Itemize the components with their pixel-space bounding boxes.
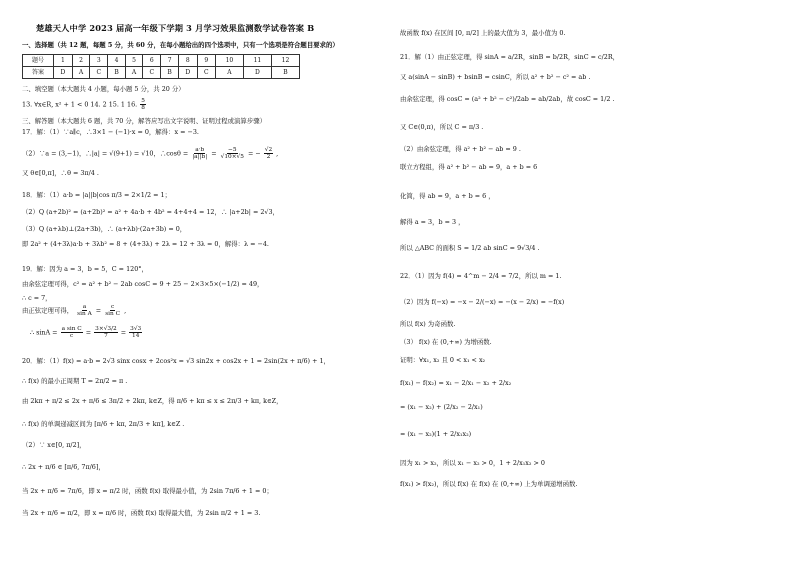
solution-line: （2）因为 f(−x) = −x − 2/(−x) = −(x − 2/x) = −f(x) — [400, 298, 565, 306]
answer-table — [22, 54, 300, 79]
table-cell: D — [54, 67, 73, 79]
solution-line: 故函数 f(x) 在区间 [0, π/2] 上的最大值为 3，最小值为 0. — [400, 29, 566, 37]
solution-line: 20．解：（1）f(x) = a·b = 2√3 sinx cosx + 2cos²x = √3 sin2x + cos2x + 1 = 2sin(2x + π/6) + 1， — [22, 357, 330, 365]
solution-line: 由 2kπ + π/2 ≤ 2x + π/6 ≤ 3π/2 + 2kπ, k∈Z，得 π/6 + kπ ≤ x ≤ 2π/3 + kπ, k∈Z， — [22, 397, 283, 405]
table-cell: B — [161, 67, 179, 79]
fill-blank-answers — [22, 98, 147, 111]
solution-line: 所以 f(x) 为奇函数. — [400, 320, 456, 328]
solution-line-text: ∴ sinA = — [30, 328, 58, 337]
solution-line: 因为 x₁ > x₂，所以 x₁ − x₂ > 0，1 + 2/x₁x₂ > 0 — [400, 459, 545, 467]
fraction: $\frac{a}{\text{sin A}}$ — [77, 304, 92, 318]
table-cell: 3 — [90, 55, 108, 67]
solution-line: （3） f(x) 在 (0,+∞) 为增函数. — [400, 338, 492, 346]
section1-heading: 一、选择题（共 12 题，每题 5 分，共 60 分，在每小题给出的四个选项中，只有一个选项是符合题目要求的） — [22, 41, 339, 49]
table-cell: 10 — [215, 55, 243, 67]
table-cell: A — [215, 67, 243, 79]
solution-line: 21．解（1）由正弦定理，得 sinA = a/2R，sinB = b/2R，sinC = c/2R， — [400, 53, 620, 61]
fill-blank-text: 13. ∀x∈R, x² + 1 < 0 14. 2 15. 1 16. — [22, 100, 138, 109]
table-cell: 7 — [161, 55, 179, 67]
page-title: 楚雄天人中学 2023 届高一年级下学期 3 月学习效果监测数学试卷答案 B — [36, 23, 315, 33]
solution-line: = (x₁ − x₂)(1 + 2/x₁x₂) — [400, 430, 472, 438]
solution-line: 即 2a² + (4+3λ)a·b + 3λb² = 8 + (4+3λ) + 2λ = 12 + 3λ = 0，解得：λ = −4. — [22, 240, 269, 248]
solution-line: f(x₁) > f(x₂)，所以 f(x) 在 f(x) 在 (0,+∞) 上为单调递增函数. — [400, 480, 578, 488]
table-cell: B — [271, 67, 299, 79]
solution-line: （3）Q (a+λb)⊥(2a+3b)，∴ (a+λb)·(2a+3b) = 0， — [22, 225, 187, 233]
table-cell: 11 — [243, 55, 271, 67]
table-cell: 4 — [108, 55, 126, 67]
solution-line: 当 2x + π/6 = π/2，即 x = π/6 时，函数 f(x) 取得最大值，为 2sin π/2 + 1 = 3. — [22, 509, 261, 517]
solution-line: （2）由余弦定理，得 a² + b² − ab = 9 . — [400, 145, 521, 153]
solution-line: （2）∵a = (3,−1)，∴|a| = √(9+1) = √10，∴cosθ = $\frac{a\cdot b}{|a||b|}$ = $\frac{-5}{√10\times√5}$ = − $\frac{√2}{2}$ , — [22, 147, 279, 161]
solution-line: ∴ c = 7， — [22, 294, 52, 302]
table-cell: 5 — [125, 55, 142, 67]
table-cell: 8 — [178, 55, 197, 67]
solution-line: （2）Q (a+2b)² = (a+2b)² = a² + 4a·b + 4b² = 4+4+4 = 12，∴ |a+2b| = 2√3， — [22, 208, 279, 216]
solution-line: ∴ 2x + π/6 ∈ [π/6, 7π/6]， — [22, 463, 105, 471]
row-label-number: 题号 — [23, 55, 54, 67]
table-cell: 9 — [197, 55, 215, 67]
solution-line: 18．解：（1）a·b = |a||b|cos π/3 = 2×1/2 = 1； — [22, 191, 171, 199]
solution-line-text: （2）∵a = (3,−1)，∴|a| = √(9+1) = √10，∴cosθ = — [22, 149, 189, 158]
fraction: $\frac{-5}{√10\times√5}$ — [220, 147, 244, 161]
row-label-answer: 答案 — [23, 67, 54, 79]
table-cell: A — [125, 67, 142, 79]
fraction: $\frac{√2}{2}$ — [264, 147, 273, 161]
table-cell: D — [178, 67, 197, 79]
table-cell: 1 — [54, 55, 73, 67]
table-cell: D — [243, 67, 271, 79]
answer-table-answer-row — [23, 67, 300, 79]
solution-line: 又 a(sinA − sinB) + bsinB = csinC，所以 a² + b² − c² = ab . — [400, 73, 591, 81]
solution-line: ∴ f(x) 的单调递减区间为 [π/6 + kπ, 2π/3 + kπ], k∈Z . — [22, 420, 185, 428]
table-cell: C — [143, 67, 161, 79]
table-cell: 6 — [143, 55, 161, 67]
table-cell: C — [197, 67, 215, 79]
fraction: $\frac{\text{a sin C}}{c}$ — [61, 326, 82, 340]
table-cell: A — [72, 67, 89, 79]
table-cell: 2 — [72, 55, 89, 67]
solution-line: 所以 △ABC 的面积 S = 1/2 ab sinC = 9√3/4 . — [400, 244, 540, 252]
solution-line: f(x₁) − f(x₂) = x₁ − 2/x₁ − x₂ + 2/x₂ — [400, 379, 512, 387]
section2-heading: 二、填空题（本大题共 4 小题，每小题 5 分，共 20 分） — [22, 85, 185, 93]
table-cell: C — [90, 67, 108, 79]
fraction: $\frac{3\times√3/2}{7}$ — [95, 326, 117, 340]
solution-line: ∴ sinA = $\frac{\text{a sin C}}{c}$ = $\frac{3\times√3/2}{7}$ = $\frac{3√3}{14}$ — [30, 326, 142, 340]
fraction: $\frac{c}{\text{sin C}}$ — [105, 304, 121, 318]
solution-line-text: 由正弦定理可得， — [22, 306, 74, 315]
solution-line: 22．（1）因为 f(4) = 4^m − 2/4 = 7/2，所以 m = 1. — [400, 272, 562, 280]
answer-table-number-row — [23, 55, 300, 67]
fraction: $\frac{3√3}{14}$ — [130, 326, 142, 340]
fraction: $\frac{a\cdot b}{|a||b|}$ — [192, 147, 208, 161]
solution-line: 当 2x + π/6 = 7π/6，即 x = π/2 时，函数 f(x) 取得最小值，为 2sin 7π/6 + 1 = 0； — [22, 487, 273, 495]
solution-line: 解得 a = 3，b = 3 ， — [400, 218, 465, 226]
solution-line: 19．解：因为 a = 3，b = 5，C = 120°， — [22, 265, 148, 273]
fraction: $\frac{5}{8}$ — [141, 98, 145, 112]
solution-line: 联立方程组，得 a² + b² − ab = 9，a + b = 6 — [400, 163, 538, 171]
solution-line: ∴ f(x) 的最小正周期 T = 2π/2 = π . — [22, 377, 128, 385]
solution-line: 17．解：（1）∵a∥c，∴3×1 − (−1)·x = 0，解得：x = −3. — [22, 128, 199, 136]
solution-line: 又 C∈(0,π)，所以 C = π/3 . — [400, 123, 484, 131]
solution-line: 由正弦定理可得， $\frac{a}{\text{sin A}}$ = $\frac{c}{\text{sin C}}$ , — [22, 304, 127, 318]
solution-line: 证明：∀x₁, x₂ 且 0 < x₁ < x₂ — [400, 356, 486, 364]
section3-heading: 三、解答题（本大题共 6 题，共 70 分，解答应写出文字说明、证明过程或演算步骤） — [22, 117, 266, 125]
solution-line: 又 θ∈[0,π]，∴θ = 3π/4 . — [22, 169, 99, 177]
table-cell: B — [108, 67, 126, 79]
solution-line: 化简，得 ab = 9，a + b = 6 ， — [400, 192, 495, 200]
solution-line: 由余弦定理，得 cosC = (a² + b² − c²)/2ab = ab/2ab，故 cosC = 1/2 . — [400, 95, 615, 103]
solution-line: （2）∵ x∈[0, π/2]， — [22, 441, 86, 449]
solution-line: 由余弦定理可得，c² = a² + b² − 2ab cosC = 9 + 25 − 2×3×5×(−1/2) = 49， — [22, 280, 264, 288]
table-cell: 12 — [271, 55, 299, 67]
solution-line: = (x₁ − x₂) + (2/x₂ − 2/x₁) — [400, 403, 483, 411]
